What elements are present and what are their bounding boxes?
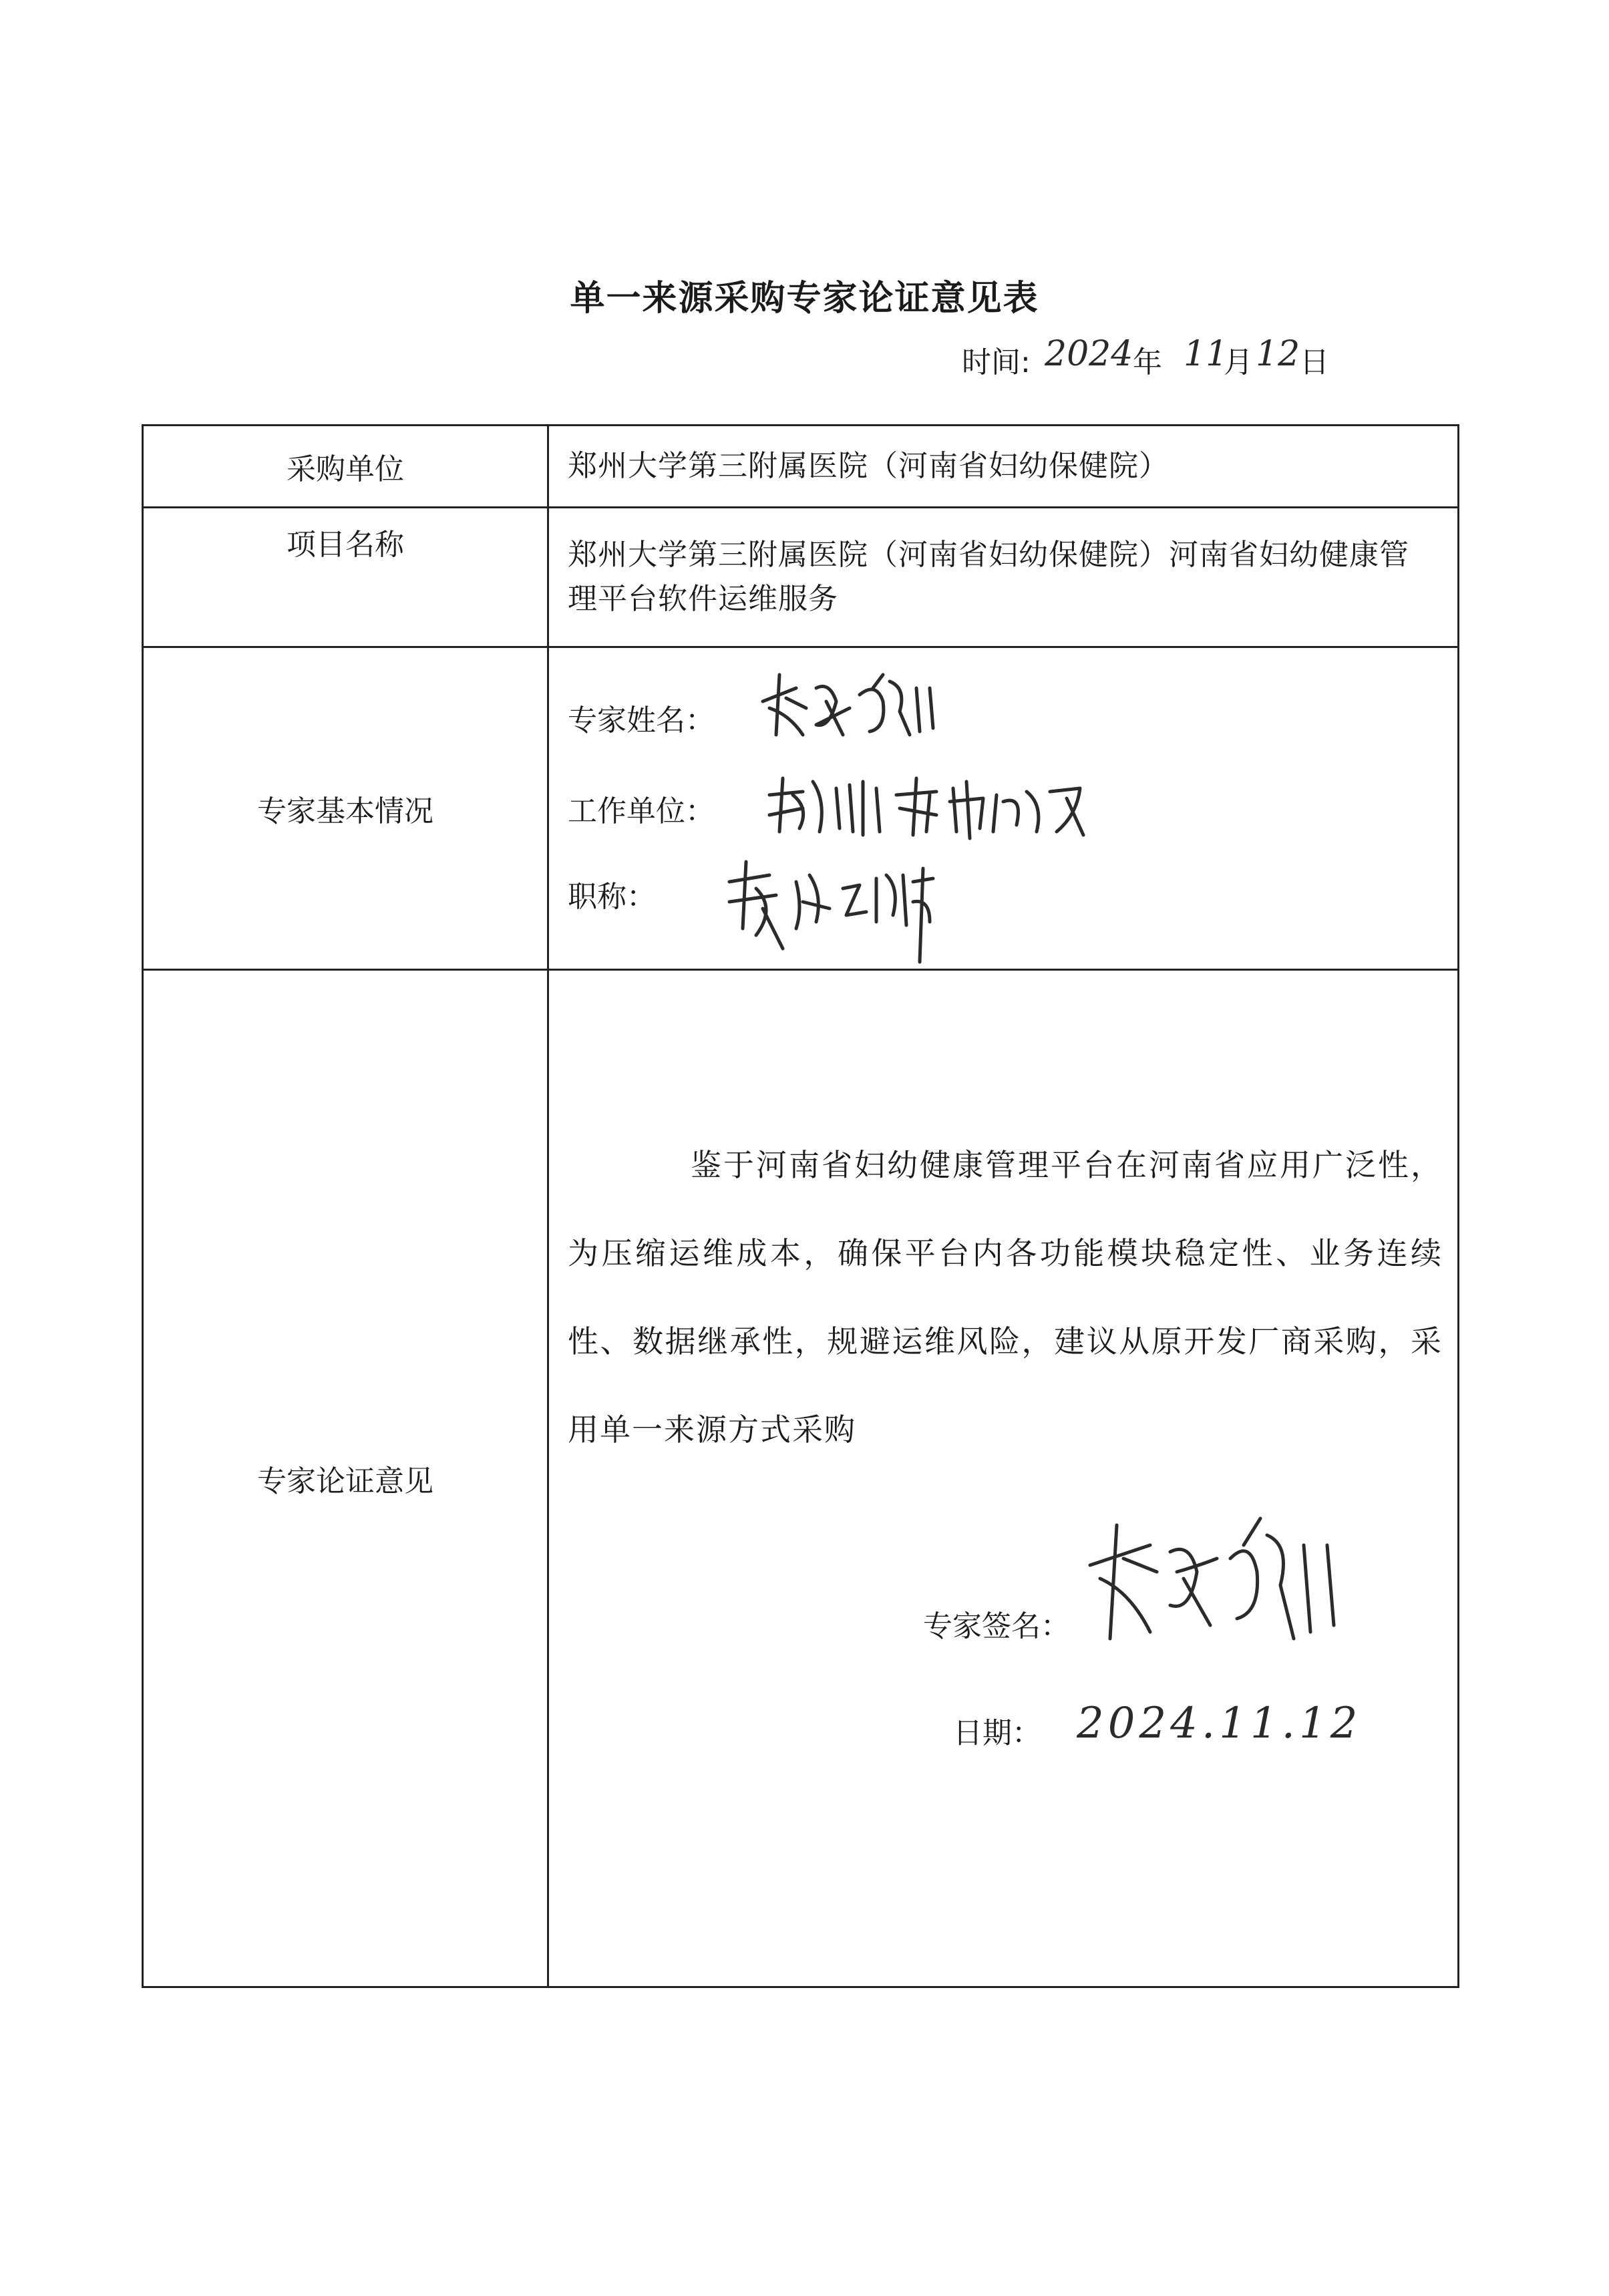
opinion-form-table xyxy=(142,424,1459,1988)
expert-name-label: 专家姓名： xyxy=(568,703,715,737)
expert-title-signature xyxy=(716,848,936,969)
date-day-handwritten: 12 xyxy=(1256,334,1300,374)
date-label: 时间: xyxy=(962,345,1031,379)
table-row-expert-info xyxy=(143,647,1459,970)
date-year-unit: 年 xyxy=(1133,345,1162,379)
label-expert-info: 专家基本情况 xyxy=(143,647,548,970)
expert-date-label: 日期： xyxy=(953,1716,1041,1750)
expert-handwritten-signature xyxy=(1077,1505,1357,1659)
expert-signature-label: 专家签名： xyxy=(923,1609,1070,1643)
table-row-expert-opinion xyxy=(143,970,1459,1987)
expert-work-label: 工作单位： xyxy=(568,794,715,828)
expert-opinion-text: 鉴于河南省妇幼健康管理平台在河南省应用广泛性，为压缩运维成本，确保平台内各功能模块稳定性、业务连续性、数据继承性，规避运维风险，建议从原开发厂商采购，采用单一来源方式采购 xyxy=(568,1147,1443,1448)
expert-opinion-cell xyxy=(548,970,1459,1987)
expert-work-signature xyxy=(763,768,1090,842)
label-expert-opinion: 专家论证意见 xyxy=(143,970,548,1987)
date-year-handwritten: 2024 xyxy=(1045,334,1133,374)
table-row-procuring-unit xyxy=(143,426,1459,508)
date-month-handwritten: 11 xyxy=(1184,334,1228,374)
table-row-project-name xyxy=(143,508,1459,647)
expert-title-label: 职称： xyxy=(568,880,656,914)
label-project-name: 项目名称 xyxy=(143,508,548,647)
expert-date-handwritten: 2024.11.12 xyxy=(1077,1699,1362,1748)
page-title: 单一来源采购专家论证意见表 xyxy=(570,279,1039,319)
value-procuring-unit: 郑州大学第三附属医院（河南省妇幼保健院） xyxy=(548,426,1459,508)
date-day-unit: 日 xyxy=(1300,345,1329,379)
date-line xyxy=(962,334,1336,387)
expert-name-signature xyxy=(749,661,950,748)
date-month-unit: 月 xyxy=(1224,345,1253,379)
expert-info-cell xyxy=(548,647,1459,970)
value-project-name: 郑州大学第三附属医院（河南省妇幼保健院）河南省妇幼健康管理平台软件运维服务 xyxy=(548,508,1459,647)
label-procuring-unit: 采购单位 xyxy=(143,426,548,508)
